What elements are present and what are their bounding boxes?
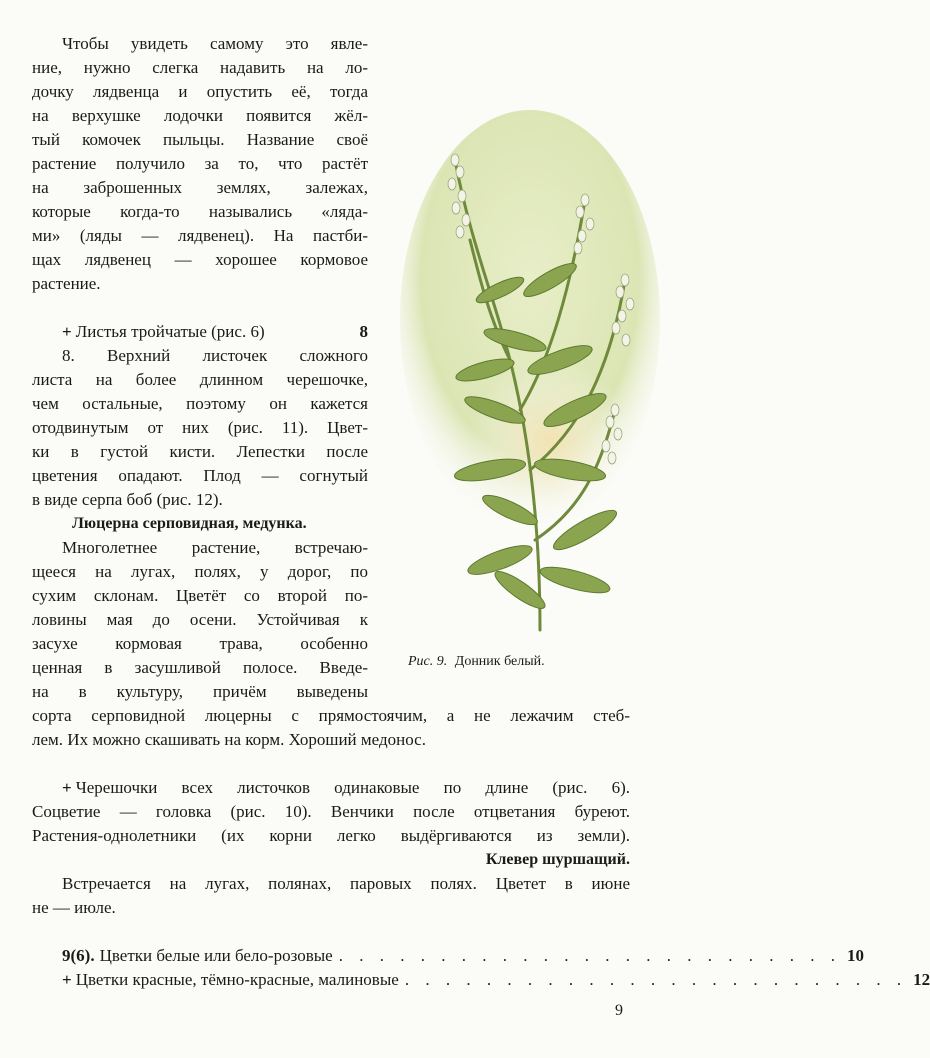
lucerne-line-7: на в культуру, причём выведены	[32, 682, 368, 701]
clover-line-1: Встречается на лугах, полянах, паровых полях. Цветет в июне	[62, 874, 630, 893]
intro-line-11: растение.	[32, 274, 101, 293]
key-7-ref: 8	[359, 322, 368, 341]
intro-line-9: ми» (ляды — лядвенец). На пастби-	[32, 226, 368, 245]
figure-title: Донник белый.	[454, 654, 545, 669]
key-8-line-2: листа на более длинном черешочке,	[32, 370, 368, 389]
key-9-ref: 10	[846, 946, 864, 965]
intro-line-7: на заброшенных землях, залежах,	[32, 178, 368, 197]
intro-line-8: которые когда-то назывались «ляда-	[32, 202, 368, 221]
lucerne-line-5: засухе кормовая трава, особенно	[32, 634, 368, 653]
melilot-illustration	[400, 110, 665, 645]
intro-line-1: Чтобы увидеть самому это явле-	[62, 34, 368, 53]
intro-line-5: тый комочек пыльцы. Название своё	[32, 130, 368, 149]
key-9-label: 9(6).	[62, 946, 95, 965]
lucerne-line-9: лем. Их можно скашивать на корм. Хороший медонос.	[32, 730, 426, 749]
intro-line-3: дочку лядвенца и опустить её, тогда	[32, 82, 368, 101]
key-7-text: Листья тройчатые (рис. 6)	[75, 322, 265, 341]
leader-dots: . . . . . . . . . . . . . . . . . . . . . . . . .	[404, 970, 908, 989]
lucerne-line-2: щееся на лугах, полях, у дорог, по	[32, 562, 368, 581]
key-9-alt-text: Цветки красные, тёмно-красные, малиновые	[75, 970, 399, 989]
lucerne-line-4: ловины мая до осени. Устойчивая к	[32, 610, 368, 629]
key-8-line-5: ки в густой кисти. Лепестки после	[32, 442, 368, 461]
lucerne-line-6: ценная в засушливой полосе. Введе-	[32, 658, 368, 677]
key-9-text: Цветки белые или бело-розовые	[99, 946, 333, 965]
intro-line-10: щах лядвенец — хорошее кормовое	[32, 250, 368, 269]
key-8-line-7: в виде серпа боб (рис. 12).	[32, 490, 223, 509]
plus-mark: +	[62, 322, 72, 341]
page-number: 9	[615, 1002, 623, 1019]
key-9-alt-line	[62, 968, 930, 992]
key-alt-text-1: Черешочки всех листочков одинаковые по длине (рис. 6).	[75, 778, 630, 797]
lucerne-line-3: сухим склонам. Цветёт со второй по-	[32, 586, 368, 605]
key-alt-line-2: Соцветие — головка (рис. 10). Венчики после отцветания буреют.	[32, 802, 630, 821]
intro-line-4: на верхушке лодочки появится жёл-	[32, 106, 368, 125]
figure-caption	[408, 654, 545, 670]
plus-mark: +	[62, 778, 72, 797]
key-alt-line-3: Растения-однолетники (их корни легко выдёргиваются из земли).	[32, 826, 630, 845]
key-9-alt-ref: 12	[913, 970, 930, 989]
key-8-line-4: отодвинутым от них (рис. 11). Цвет-	[32, 418, 368, 437]
clover-name: Клевер шуршащий.	[485, 851, 630, 868]
intro-line-2: ние, нужно слегка надавить на ло-	[32, 58, 368, 77]
lucerne-line-8: сорта серповидной люцерны с прямостоячим, а не лежачим стеб-	[32, 706, 630, 725]
lucerne-line-1: Многолетнее растение, встречаю-	[62, 538, 368, 557]
key-alt-line-1	[62, 776, 630, 800]
key-9-line	[62, 944, 864, 968]
key-7-alternative	[62, 320, 368, 344]
key-8-line-6: цветения опадают. Плод — согнутый	[32, 466, 368, 485]
lucerne-name: Люцерна серповидная, медунка.	[72, 515, 307, 532]
key-8-line-3: чем остальные, поэтому он кажется	[32, 394, 368, 413]
key-8-line-1: 8. Верхний листочек сложного	[62, 346, 368, 365]
plus-mark: +	[62, 970, 72, 989]
leader-dots: . . . . . . . . . . . . . . . . . . . . . . . . .	[338, 946, 841, 965]
intro-line-6: растение получило за то, что растёт	[32, 154, 368, 173]
figure-number: Рис. 9.	[408, 654, 448, 669]
clover-line-2: не — июле.	[32, 898, 116, 917]
